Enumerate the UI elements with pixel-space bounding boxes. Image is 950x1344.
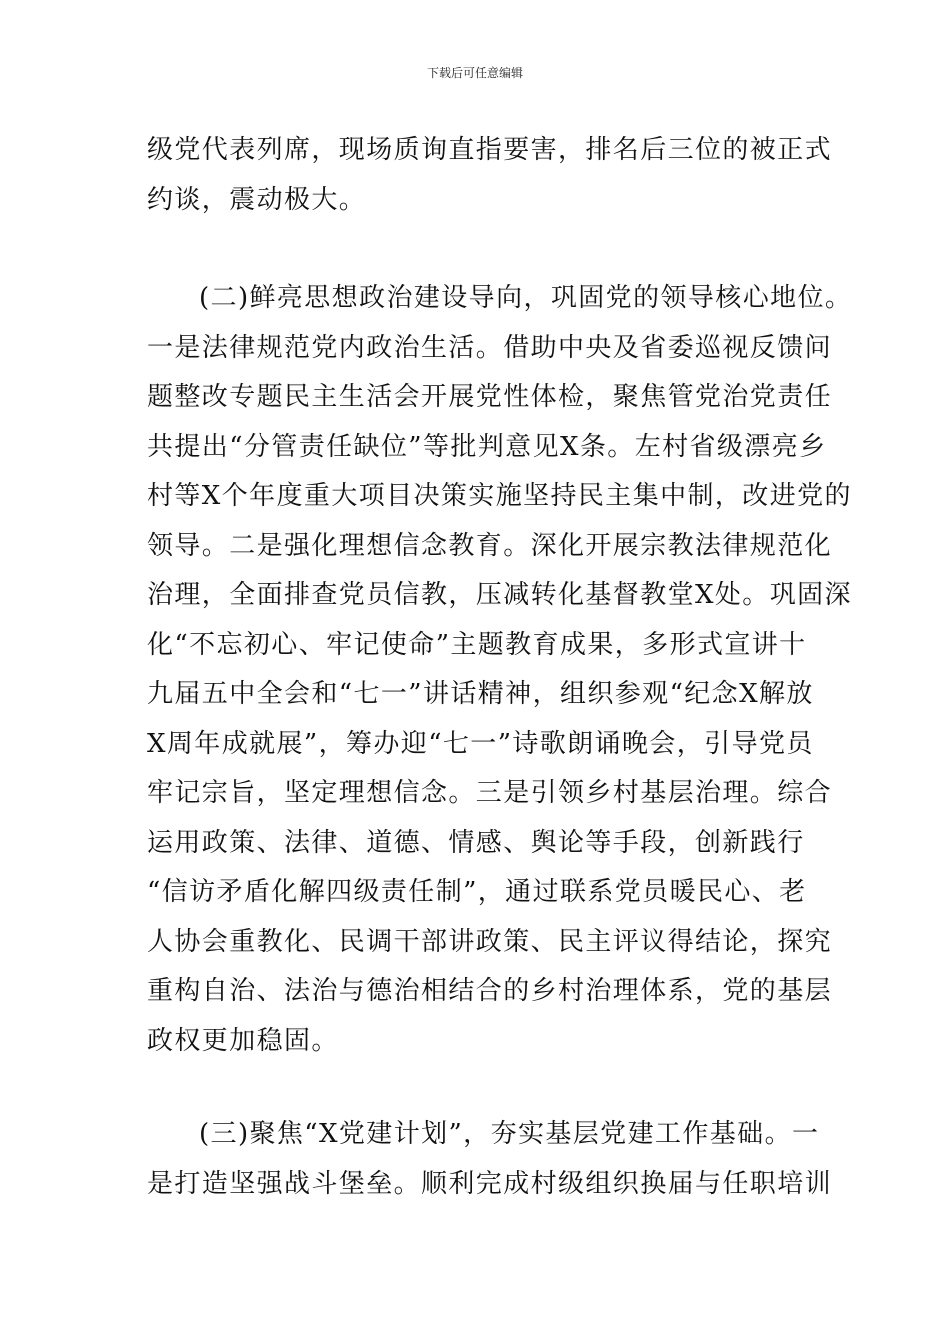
text-line: 村等X个年度重大项目决策实施坚持民主集中制，改进党的 — [147, 481, 852, 511]
text-line: 一是法律规范党内政治生活。借助中央及省委巡视反馈问 — [147, 332, 833, 363]
paragraph-3 — [147, 1110, 833, 1209]
text-line: 是打造坚强战斗堡垒。顺利完成村级组织换届与任职培训 — [147, 1168, 833, 1199]
section-heading-line: (三)聚焦“X党建计划”，夯实基层党建工作基础。一 — [199, 1119, 820, 1149]
text-line: 共提出“分管责任缺位”等批判意见X条。左村省级漂亮乡 — [147, 431, 827, 462]
text-line: 约谈，震动极大。 — [147, 184, 367, 215]
text-line: 政权更加稳固。 — [147, 1025, 339, 1056]
page-header: 下载后可任意编辑 — [426, 66, 523, 80]
paragraph-1 — [147, 126, 833, 225]
text-line: 九届五中全会和“七一”讲话精神，组织参观“纪念X解放 — [147, 679, 814, 709]
text-line: X周年成就展”，筹办迎“七一”诗歌朗诵晚会，引导党员 — [147, 728, 814, 759]
text-line: 题整改专题民主生活会开展党性体检，聚焦管党治党责任 — [147, 382, 833, 412]
text-line: 人协会重教化、民调干部讲政策、民主评议得结论，探究 — [147, 926, 833, 957]
text-line: 牢记宗旨，坚定理想信念。三是引领乡村基层治理。综合 — [147, 778, 833, 808]
text-line: 领导。二是强化理想信念教育。深化开展宗教法律规范化 — [147, 530, 833, 561]
paragraph-2 — [147, 274, 853, 1066]
text-line: 运用政策、法律、道德、情感、舆论等手段，创新践行 — [147, 827, 805, 858]
text-line: 治理，全面排查党员信教，压减转化基督教堂X处。巩固深 — [147, 580, 852, 610]
text-line: 重构自治、法治与德治相结合的乡村治理体系，党的基层 — [147, 976, 833, 1006]
section-heading-line: (二)鲜亮思想政治建设导向，巩固党的领导核心地位。 — [199, 283, 853, 313]
text-line: “信访矛盾化解四级责任制”，通过联系党员暖民心、老 — [147, 877, 807, 907]
text-line: 级党代表列席，现场质询直指要害，排名后三位的被正式 — [147, 135, 833, 165]
text-line: 化“不忘初心、牢记使命”主题教育成果，多形式宣讲十 — [147, 629, 807, 660]
